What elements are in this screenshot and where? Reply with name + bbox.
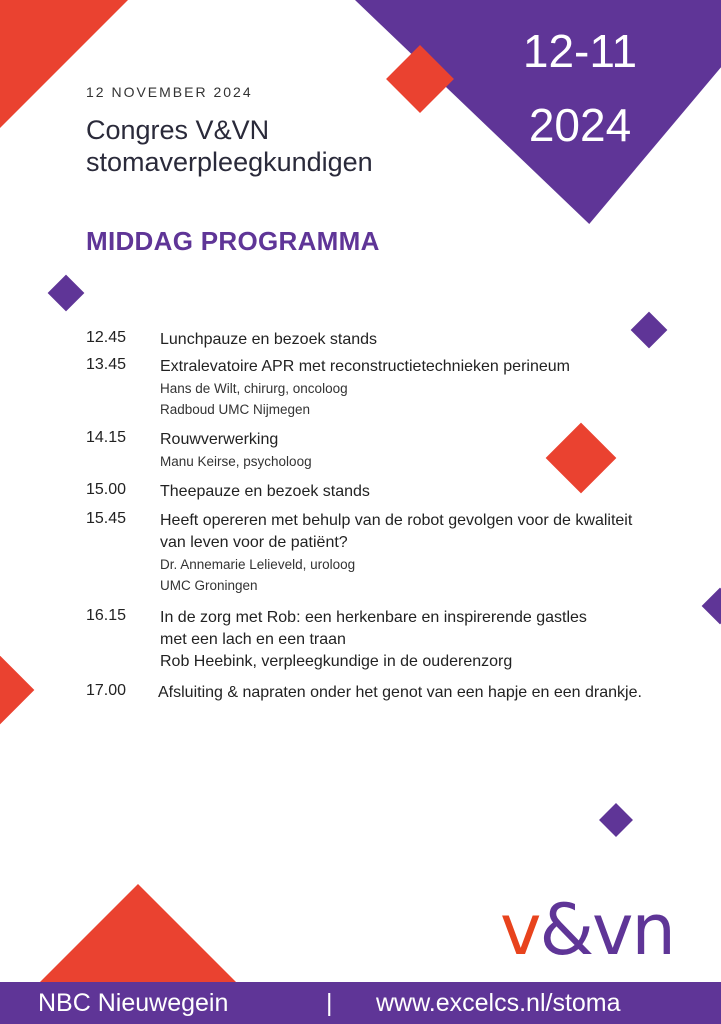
logo-v: v xyxy=(500,889,540,971)
program-entry xyxy=(160,481,700,503)
decor-diamond xyxy=(702,588,721,625)
program-title: Lunchpauze en bezoek stands xyxy=(160,331,378,348)
program-speaker: Dr. Annemarie Lelieveld, uroloog xyxy=(160,557,356,572)
program-entry xyxy=(160,356,700,420)
footer-separator: | xyxy=(326,989,333,1017)
program-time: 17.00 xyxy=(86,682,127,699)
program-time: 15.00 xyxy=(86,481,127,498)
program-time: 14.15 xyxy=(86,429,127,446)
footer-venue: NBC Nieuwegein xyxy=(38,989,229,1017)
program-title: van leven voor de patiënt? xyxy=(160,534,348,551)
big-date-day-month: 12-11 xyxy=(522,25,638,77)
program-title: Extralevatoire APR met reconstructietechnieken perineum xyxy=(160,358,570,375)
decor-diamond xyxy=(599,803,633,837)
big-date-year: 2024 xyxy=(528,99,632,151)
program-entry xyxy=(160,329,700,351)
footer-url[interactable]: www.excelcs.nl/stoma xyxy=(376,989,621,1017)
program-affiliation: UMC Groningen xyxy=(160,578,258,593)
program-affiliation: Radboud UMC Nijmegen xyxy=(160,402,311,417)
program-title: In de zorg met Rob: een herkenbare en inspirerende gastles xyxy=(160,609,587,626)
program-entry xyxy=(160,429,700,472)
program-title: met een lach en een traan xyxy=(160,631,346,648)
program-heading: MIDDAG PROGRAMMA xyxy=(86,226,380,256)
program-title: Afsluiting & napraten onder het genot van een hapje en een drankje. xyxy=(158,684,642,701)
program-entry xyxy=(160,607,700,673)
event-date: 12 NOVEMBER 2024 xyxy=(86,84,253,100)
program-title: Rouwverwerking xyxy=(160,431,279,448)
program-speaker: Manu Keirse, psycholoog xyxy=(160,454,312,469)
decor-triangle-top-left xyxy=(0,0,128,128)
logo-vn: vn xyxy=(592,889,674,971)
title-line: Congres V&VN xyxy=(86,115,270,145)
vvn-logo xyxy=(500,890,674,970)
big-date xyxy=(500,14,660,162)
decor-diamond xyxy=(48,275,85,312)
program-speaker: Rob Heebink, verpleegkundige in de ouderenzorg xyxy=(160,653,513,670)
program-title: Theepauze en bezoek stands xyxy=(160,483,370,500)
decor-triangle-bottom xyxy=(38,884,238,984)
program-speaker: Hans de Wilt, chirurg, oncoloog xyxy=(160,381,348,396)
page-title xyxy=(86,114,373,178)
logo-ampersand: & xyxy=(539,889,593,971)
program-title: Heeft opereren met behulp van de robot gevolgen voor de kwaliteit xyxy=(160,512,633,529)
footer-bar xyxy=(0,982,721,1024)
program-time: 15.45 xyxy=(86,510,127,527)
program-entry xyxy=(158,682,721,704)
program-time: 12.45 xyxy=(86,329,127,346)
decor-diamond xyxy=(0,655,34,726)
program-time: 13.45 xyxy=(86,356,127,373)
program-time: 16.15 xyxy=(86,607,127,624)
program-entry xyxy=(160,510,700,596)
title-line: stomaverpleegkundigen xyxy=(86,147,373,177)
